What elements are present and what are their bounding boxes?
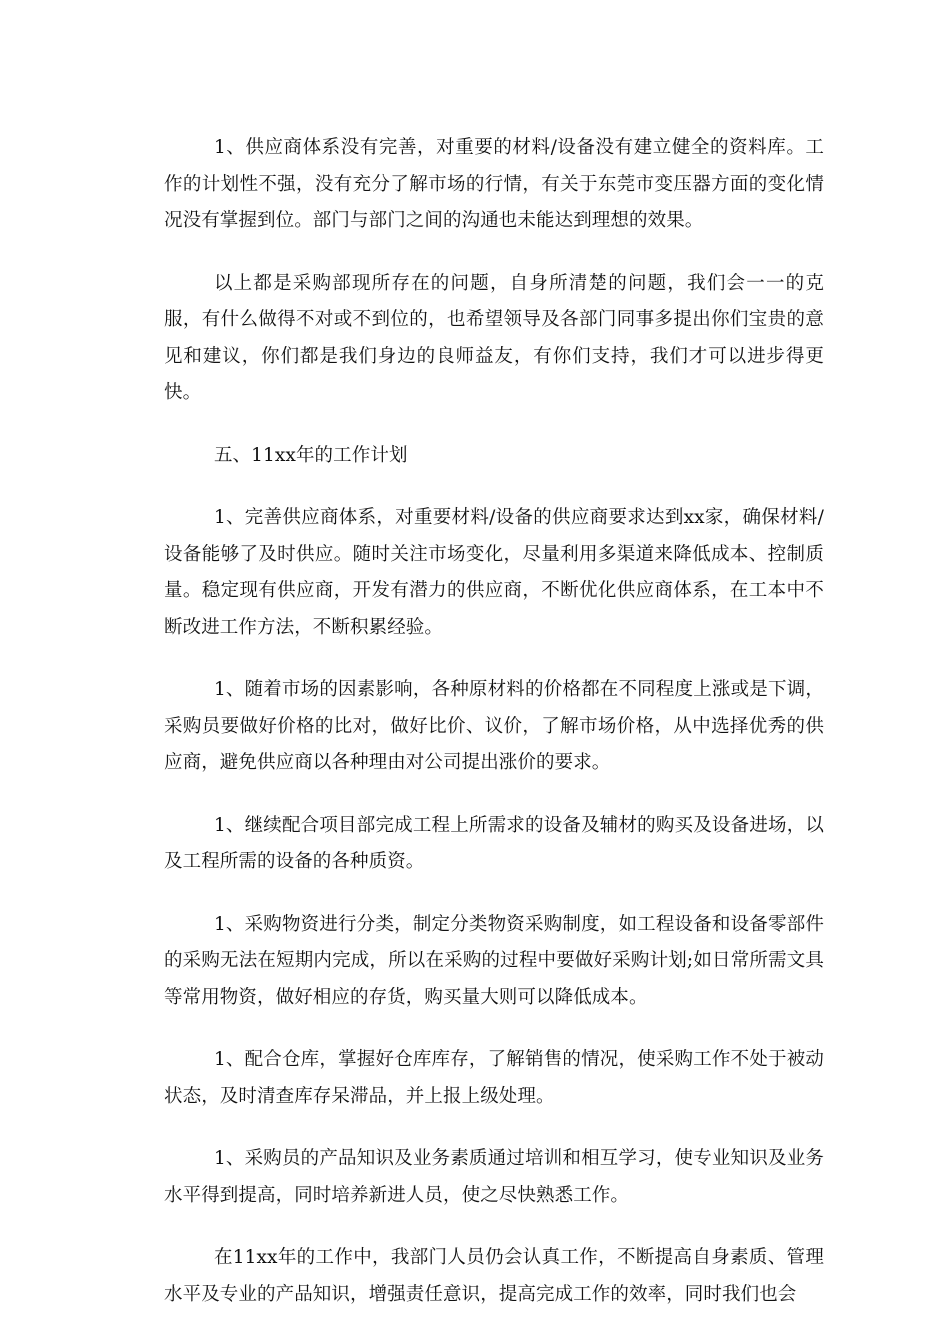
- paragraph-plan-project-support: 1、继续配合项目部完成工程上所需求的设备及辅材的购买及设备进场，以及工程所需的设备的各种质资。: [164, 814, 824, 872]
- paragraph-plan-price-comparison: 1、随着市场的因素影响，各种原材料的价格都在不同程度上涨或是下调，采购员要做好价格的比对，做好比价、议价，了解市场价格，从中选择优秀的供应商，避免供应商以各种理由对公司提出涨价的要求。: [164, 679, 824, 773]
- paragraph-plan-warehouse-coordination: 1、配合仓库，掌握好仓库库存，了解销售的情况，使采购工作不处于被动状态，及时清查库存呆滞品，并上报上级处理。: [164, 1049, 824, 1107]
- section-heading-work-plan: 五、11xx年的工作计划: [213, 444, 408, 466]
- paragraph-plan-material-classification: 1、采购物资进行分类，制定分类物资采购制度，如工程设备和设备零部件的采购无法在短期内完成，所以在采购的过程中要做好采购计划;如日常所需文具等常用物资，做好相应的存货，购买量大则可以降低成本。: [164, 913, 824, 1008]
- paragraph-supplier-issues: 1、供应商体系没有完善，对重要的材料/设备没有建立健全的资料库。工作的计划性不强，没有充分了解市场的行情，有关于东莞市变压器方面的变化情况没有掌握到位。部门与部门之间的沟通也未能达到理想的效果。: [164, 137, 824, 231]
- document-page: [164, 130, 824, 1339]
- paragraph-plan-supplier-system: 1、完善供应商体系，对重要材料/设备的供应商要求达到xx家，确保材料/设备能够了及时供应。随时关注市场变化，尽量利用多渠道来降低成本、控制质量。稳定现有供应商，开发有潜力的供应商，不断优化供应商体系，在工本中不断改进工作方法，不断积累经验。: [164, 507, 824, 638]
- paragraph-plan-staff-training: 1、采购员的产品知识及业务素质通过培训和相互学习，使专业知识及业务水平得到提高，同时培养新进人员，使之尽快熟悉工作。: [164, 1148, 824, 1206]
- paragraph-problems-summary: 以上都是采购部现所存在的问题，自身所清楚的问题，我们会一一的克服，有什么做得不对或不到位的，也希望领导及各部门同事多提出你们宝贵的意见和建议，你们都是我们身边的良师益友，有你们支持，我们才可以进步得更快。: [164, 272, 824, 403]
- paragraph-conclusion: 在11xx年的工作中，我部门人员仍会认真工作，不断提高自身素质、管理水平及专业的产品知识，增强责任意识，提高完成工作的效率，同时我们也会: [164, 1247, 824, 1305]
